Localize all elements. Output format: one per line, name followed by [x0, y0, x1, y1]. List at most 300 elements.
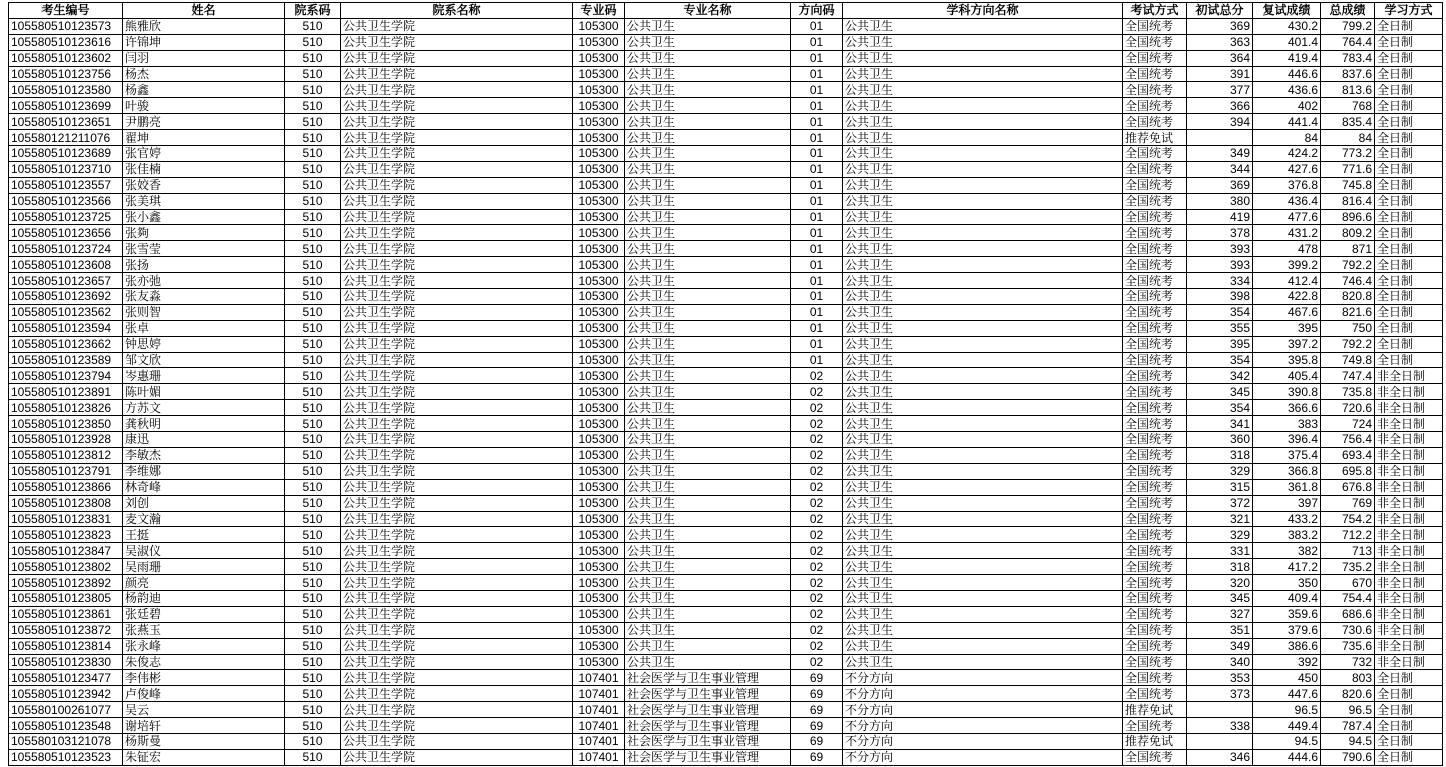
cell-major-code[interactable]: 105300 [573, 606, 625, 622]
cell-major-code[interactable]: 105300 [573, 559, 625, 575]
cell-dept-name[interactable]: 公共卫生学院 [341, 98, 573, 114]
cell-major-code[interactable]: 105300 [573, 416, 625, 432]
cell-exam-type[interactable]: 全国统考 [1123, 50, 1187, 66]
cell-direction-code[interactable]: 01 [791, 209, 843, 225]
cell-study-mode[interactable]: 全日制 [1375, 749, 1443, 765]
cell-major-code[interactable]: 105300 [573, 654, 625, 670]
cell-direction-name[interactable]: 公共卫生 [843, 241, 1123, 257]
table-row[interactable] [9, 432, 1443, 448]
table-row[interactable] [9, 479, 1443, 495]
cell-study-mode[interactable]: 全日制 [1375, 82, 1443, 98]
cell-retest-score[interactable]: 379.6 [1253, 622, 1321, 638]
cell-exam-type[interactable]: 全国统考 [1123, 416, 1187, 432]
cell-dept-code[interactable]: 510 [285, 257, 341, 273]
cell-name[interactable]: 邹文欣 [123, 352, 285, 368]
cell-study-mode[interactable]: 全日制 [1375, 193, 1443, 209]
cell-dept-name[interactable]: 公共卫生学院 [341, 50, 573, 66]
cell-initial-score[interactable] [1187, 702, 1253, 718]
cell-initial-score[interactable]: 373 [1187, 686, 1253, 702]
cell-initial-score[interactable]: 327 [1187, 606, 1253, 622]
cell-dept-name[interactable]: 公共卫生学院 [341, 18, 573, 34]
cell-retest-score[interactable]: 390.8 [1253, 384, 1321, 400]
table-row[interactable] [9, 66, 1443, 82]
cell-study-mode[interactable]: 非全日制 [1375, 559, 1443, 575]
cell-major-name[interactable]: 公共卫生 [625, 606, 791, 622]
cell-direction-name[interactable]: 不分方向 [843, 718, 1123, 734]
header-direction-name[interactable]: 学科方向名称 [843, 3, 1123, 19]
cell-candidate-id[interactable]: 105580121211076 [9, 130, 123, 146]
cell-dept-code[interactable]: 510 [285, 368, 341, 384]
table-row[interactable] [9, 193, 1443, 209]
cell-dept-name[interactable]: 公共卫生学院 [341, 225, 573, 241]
cell-study-mode[interactable]: 非全日制 [1375, 622, 1443, 638]
cell-retest-score[interactable]: 450 [1253, 670, 1321, 686]
cell-direction-name[interactable]: 公共卫生 [843, 654, 1123, 670]
cell-total-score[interactable]: 735.6 [1321, 638, 1375, 654]
cell-dept-name[interactable]: 公共卫生学院 [341, 749, 573, 765]
table-row[interactable] [9, 654, 1443, 670]
cell-total-score[interactable]: 871 [1321, 241, 1375, 257]
cell-exam-type[interactable]: 全国统考 [1123, 114, 1187, 130]
cell-major-name[interactable]: 公共卫生 [625, 511, 791, 527]
cell-direction-name[interactable]: 公共卫生 [843, 114, 1123, 130]
cell-name[interactable]: 张佳楠 [123, 161, 285, 177]
cell-exam-type[interactable]: 全国统考 [1123, 479, 1187, 495]
cell-direction-code[interactable]: 01 [791, 273, 843, 289]
cell-candidate-id[interactable]: 105580510123814 [9, 638, 123, 654]
cell-retest-score[interactable]: 396.4 [1253, 432, 1321, 448]
cell-total-score[interactable]: 803 [1321, 670, 1375, 686]
table-row[interactable] [9, 82, 1443, 98]
cell-direction-name[interactable]: 公共卫生 [843, 622, 1123, 638]
cell-major-code[interactable]: 107401 [573, 702, 625, 718]
cell-candidate-id[interactable]: 105580510123756 [9, 66, 123, 82]
cell-direction-name[interactable]: 公共卫生 [843, 352, 1123, 368]
cell-major-name[interactable]: 公共卫生 [625, 416, 791, 432]
cell-major-code[interactable]: 105300 [573, 34, 625, 50]
cell-initial-score[interactable]: 331 [1187, 543, 1253, 559]
cell-major-name[interactable]: 公共卫生 [625, 177, 791, 193]
cell-dept-name[interactable]: 公共卫生学院 [341, 416, 573, 432]
cell-initial-score[interactable]: 355 [1187, 320, 1253, 336]
cell-exam-type[interactable]: 全国统考 [1123, 368, 1187, 384]
cell-name[interactable]: 张美琪 [123, 193, 285, 209]
table-row[interactable] [9, 400, 1443, 416]
cell-direction-code[interactable]: 01 [791, 130, 843, 146]
cell-total-score[interactable]: 693.4 [1321, 447, 1375, 463]
cell-study-mode[interactable]: 全日制 [1375, 50, 1443, 66]
cell-total-score[interactable]: 746.4 [1321, 273, 1375, 289]
cell-initial-score[interactable]: 344 [1187, 161, 1253, 177]
cell-direction-name[interactable]: 公共卫生 [843, 416, 1123, 432]
cell-major-code[interactable]: 107401 [573, 686, 625, 702]
cell-direction-code[interactable]: 01 [791, 161, 843, 177]
cell-initial-score[interactable]: 351 [1187, 622, 1253, 638]
cell-major-code[interactable]: 105300 [573, 463, 625, 479]
cell-initial-score[interactable]: 393 [1187, 241, 1253, 257]
cell-total-score[interactable]: 670 [1321, 575, 1375, 591]
cell-direction-name[interactable]: 公共卫生 [843, 638, 1123, 654]
cell-dept-code[interactable]: 510 [285, 590, 341, 606]
cell-candidate-id[interactable]: 105580100261077 [9, 702, 123, 718]
cell-study-mode[interactable]: 全日制 [1375, 257, 1443, 273]
cell-dept-code[interactable]: 510 [285, 146, 341, 162]
cell-exam-type[interactable]: 全国统考 [1123, 432, 1187, 448]
cell-major-code[interactable]: 105300 [573, 289, 625, 305]
cell-direction-code[interactable]: 01 [791, 114, 843, 130]
cell-name[interactable]: 张亦弛 [123, 273, 285, 289]
header-candidate-id[interactable]: 考生编号 [9, 3, 123, 19]
cell-name[interactable]: 张夠 [123, 225, 285, 241]
cell-study-mode[interactable]: 全日制 [1375, 209, 1443, 225]
cell-exam-type[interactable]: 推荐免试 [1123, 130, 1187, 146]
cell-major-code[interactable]: 105300 [573, 622, 625, 638]
cell-initial-score[interactable]: 366 [1187, 98, 1253, 114]
cell-dept-name[interactable]: 公共卫生学院 [341, 622, 573, 638]
cell-name[interactable]: 吴淑仪 [123, 543, 285, 559]
cell-dept-code[interactable]: 510 [285, 289, 341, 305]
cell-name[interactable]: 翟坤 [123, 130, 285, 146]
table-row[interactable] [9, 304, 1443, 320]
cell-major-name[interactable]: 公共卫生 [625, 654, 791, 670]
cell-name[interactable]: 康迅 [123, 432, 285, 448]
cell-initial-score[interactable]: 369 [1187, 18, 1253, 34]
cell-dept-code[interactable]: 510 [285, 352, 341, 368]
cell-study-mode[interactable]: 全日制 [1375, 66, 1443, 82]
cell-direction-name[interactable]: 公共卫生 [843, 257, 1123, 273]
cell-dept-name[interactable]: 公共卫生学院 [341, 161, 573, 177]
cell-candidate-id[interactable]: 105580510123566 [9, 193, 123, 209]
cell-dept-code[interactable]: 510 [285, 273, 341, 289]
cell-major-code[interactable]: 105300 [573, 575, 625, 591]
cell-initial-score[interactable]: 342 [1187, 368, 1253, 384]
cell-retest-score[interactable]: 359.6 [1253, 606, 1321, 622]
cell-candidate-id[interactable]: 105580510123942 [9, 686, 123, 702]
cell-major-name[interactable]: 公共卫生 [625, 400, 791, 416]
cell-retest-score[interactable]: 399.2 [1253, 257, 1321, 273]
cell-total-score[interactable]: 686.6 [1321, 606, 1375, 622]
cell-direction-name[interactable]: 不分方向 [843, 749, 1123, 765]
cell-direction-code[interactable]: 01 [791, 34, 843, 50]
cell-total-score[interactable]: 713 [1321, 543, 1375, 559]
cell-retest-score[interactable]: 375.4 [1253, 447, 1321, 463]
cell-candidate-id[interactable]: 105580510123847 [9, 543, 123, 559]
cell-study-mode[interactable]: 全日制 [1375, 241, 1443, 257]
cell-study-mode[interactable]: 非全日制 [1375, 606, 1443, 622]
cell-candidate-id[interactable]: 105580510123850 [9, 416, 123, 432]
table-row[interactable] [9, 590, 1443, 606]
table-row[interactable] [9, 368, 1443, 384]
cell-initial-score[interactable] [1187, 733, 1253, 749]
cell-major-code[interactable]: 105300 [573, 447, 625, 463]
cell-major-name[interactable]: 公共卫生 [625, 575, 791, 591]
cell-major-code[interactable]: 105300 [573, 479, 625, 495]
cell-initial-score[interactable]: 391 [1187, 66, 1253, 82]
cell-initial-score[interactable]: 360 [1187, 432, 1253, 448]
cell-study-mode[interactable]: 全日制 [1375, 18, 1443, 34]
cell-dept-name[interactable]: 公共卫生学院 [341, 114, 573, 130]
cell-name[interactable]: 陈叶媚 [123, 384, 285, 400]
cell-dept-code[interactable]: 510 [285, 686, 341, 702]
cell-retest-score[interactable]: 431.2 [1253, 225, 1321, 241]
cell-dept-name[interactable]: 公共卫生学院 [341, 273, 573, 289]
cell-major-code[interactable]: 105300 [573, 209, 625, 225]
cell-direction-code[interactable]: 01 [791, 352, 843, 368]
cell-total-score[interactable]: 724 [1321, 416, 1375, 432]
cell-study-mode[interactable]: 全日制 [1375, 34, 1443, 50]
cell-name[interactable]: 岑惠珊 [123, 368, 285, 384]
cell-retest-score[interactable]: 412.4 [1253, 273, 1321, 289]
cell-candidate-id[interactable]: 105580510123891 [9, 384, 123, 400]
cell-candidate-id[interactable]: 105580510123602 [9, 50, 123, 66]
cell-study-mode[interactable]: 非全日制 [1375, 479, 1443, 495]
cell-total-score[interactable]: 712.2 [1321, 527, 1375, 543]
cell-candidate-id[interactable]: 105580510123831 [9, 511, 123, 527]
cell-major-name[interactable]: 公共卫生 [625, 320, 791, 336]
cell-major-code[interactable]: 105300 [573, 114, 625, 130]
cell-dept-code[interactable]: 510 [285, 718, 341, 734]
cell-major-name[interactable]: 公共卫生 [625, 82, 791, 98]
cell-candidate-id[interactable]: 105580510123872 [9, 622, 123, 638]
cell-major-name[interactable]: 公共卫生 [625, 304, 791, 320]
cell-direction-name[interactable]: 公共卫生 [843, 479, 1123, 495]
table-row[interactable] [9, 225, 1443, 241]
cell-initial-score[interactable]: 372 [1187, 495, 1253, 511]
cell-dept-code[interactable]: 510 [285, 749, 341, 765]
cell-candidate-id[interactable]: 105580103121078 [9, 733, 123, 749]
cell-direction-name[interactable]: 公共卫生 [843, 447, 1123, 463]
cell-direction-name[interactable]: 公共卫生 [843, 495, 1123, 511]
cell-dept-code[interactable]: 510 [285, 66, 341, 82]
cell-initial-score[interactable]: 329 [1187, 527, 1253, 543]
cell-candidate-id[interactable]: 105580510123608 [9, 257, 123, 273]
cell-exam-type[interactable]: 全国统考 [1123, 495, 1187, 511]
cell-study-mode[interactable]: 全日制 [1375, 177, 1443, 193]
cell-study-mode[interactable]: 非全日制 [1375, 463, 1443, 479]
table-row[interactable] [9, 606, 1443, 622]
cell-dept-code[interactable]: 510 [285, 575, 341, 591]
cell-dept-name[interactable]: 公共卫生学院 [341, 66, 573, 82]
cell-total-score[interactable]: 750 [1321, 320, 1375, 336]
cell-retest-score[interactable]: 430.2 [1253, 18, 1321, 34]
cell-study-mode[interactable]: 非全日制 [1375, 384, 1443, 400]
cell-exam-type[interactable]: 全国统考 [1123, 384, 1187, 400]
cell-study-mode[interactable]: 非全日制 [1375, 511, 1443, 527]
cell-major-code[interactable]: 105300 [573, 384, 625, 400]
table-row[interactable] [9, 320, 1443, 336]
cell-major-name[interactable]: 公共卫生 [625, 479, 791, 495]
cell-retest-score[interactable]: 477.6 [1253, 209, 1321, 225]
cell-dept-name[interactable]: 公共卫生学院 [341, 638, 573, 654]
cell-retest-score[interactable]: 366.8 [1253, 463, 1321, 479]
cell-direction-name[interactable]: 公共卫生 [843, 320, 1123, 336]
cell-major-code[interactable]: 105300 [573, 590, 625, 606]
cell-major-code[interactable]: 105300 [573, 273, 625, 289]
cell-initial-score[interactable]: 329 [1187, 463, 1253, 479]
cell-major-name[interactable]: 社会医学与卫生事业管理 [625, 670, 791, 686]
cell-direction-name[interactable]: 不分方向 [843, 686, 1123, 702]
cell-initial-score[interactable]: 353 [1187, 670, 1253, 686]
table-row[interactable] [9, 511, 1443, 527]
cell-exam-type[interactable]: 全国统考 [1123, 98, 1187, 114]
cell-study-mode[interactable]: 非全日制 [1375, 416, 1443, 432]
cell-retest-score[interactable]: 383 [1253, 416, 1321, 432]
cell-total-score[interactable]: 773.2 [1321, 146, 1375, 162]
cell-exam-type[interactable]: 全国统考 [1123, 146, 1187, 162]
cell-name[interactable]: 杨杰 [123, 66, 285, 82]
cell-dept-code[interactable]: 510 [285, 50, 341, 66]
cell-major-code[interactable]: 105300 [573, 82, 625, 98]
cell-direction-name[interactable]: 公共卫生 [843, 432, 1123, 448]
cell-retest-score[interactable]: 383.2 [1253, 527, 1321, 543]
cell-dept-name[interactable]: 公共卫生学院 [341, 479, 573, 495]
cell-direction-name[interactable]: 公共卫生 [843, 50, 1123, 66]
cell-name[interactable]: 方苏文 [123, 400, 285, 416]
cell-direction-code[interactable]: 01 [791, 304, 843, 320]
cell-candidate-id[interactable]: 105580510123710 [9, 161, 123, 177]
cell-direction-code[interactable]: 01 [791, 225, 843, 241]
cell-direction-code[interactable]: 02 [791, 368, 843, 384]
cell-direction-name[interactable]: 公共卫生 [843, 193, 1123, 209]
cell-dept-code[interactable]: 510 [285, 225, 341, 241]
cell-name[interactable]: 卢俊峰 [123, 686, 285, 702]
cell-major-name[interactable]: 公共卫生 [625, 368, 791, 384]
cell-exam-type[interactable]: 全国统考 [1123, 686, 1187, 702]
cell-name[interactable]: 杨韵迪 [123, 590, 285, 606]
cell-name[interactable]: 李敏杰 [123, 447, 285, 463]
cell-dept-code[interactable]: 510 [285, 622, 341, 638]
cell-name[interactable]: 张官婷 [123, 146, 285, 162]
header-dept-name[interactable]: 院系名称 [341, 3, 573, 19]
cell-retest-score[interactable]: 446.6 [1253, 66, 1321, 82]
cell-candidate-id[interactable]: 105580510123826 [9, 400, 123, 416]
cell-candidate-id[interactable]: 105580510123791 [9, 463, 123, 479]
cell-dept-code[interactable]: 510 [285, 606, 341, 622]
cell-direction-name[interactable]: 公共卫生 [843, 289, 1123, 305]
cell-exam-type[interactable]: 全国统考 [1123, 527, 1187, 543]
cell-name[interactable]: 刘创 [123, 495, 285, 511]
cell-dept-code[interactable]: 510 [285, 304, 341, 320]
table-row[interactable] [9, 495, 1443, 511]
cell-major-name[interactable]: 公共卫生 [625, 193, 791, 209]
cell-direction-name[interactable]: 公共卫生 [843, 511, 1123, 527]
cell-major-code[interactable]: 105300 [573, 352, 625, 368]
cell-major-code[interactable]: 105300 [573, 241, 625, 257]
cell-direction-name[interactable]: 不分方向 [843, 670, 1123, 686]
cell-major-name[interactable]: 公共卫生 [625, 130, 791, 146]
cell-direction-name[interactable]: 公共卫生 [843, 590, 1123, 606]
table-row[interactable] [9, 702, 1443, 718]
cell-total-score[interactable]: 787.4 [1321, 718, 1375, 734]
header-major-code[interactable]: 专业码 [573, 3, 625, 19]
cell-dept-code[interactable]: 510 [285, 543, 341, 559]
cell-initial-score[interactable]: 354 [1187, 304, 1253, 320]
cell-exam-type[interactable]: 全国统考 [1123, 34, 1187, 50]
header-dept-code[interactable]: 院系码 [285, 3, 341, 19]
cell-major-name[interactable]: 社会医学与卫生事业管理 [625, 733, 791, 749]
cell-total-score[interactable]: 768 [1321, 98, 1375, 114]
cell-major-name[interactable]: 公共卫生 [625, 161, 791, 177]
cell-retest-score[interactable]: 419.4 [1253, 50, 1321, 66]
cell-retest-score[interactable]: 422.8 [1253, 289, 1321, 305]
cell-major-code[interactable]: 105300 [573, 257, 625, 273]
cell-direction-name[interactable]: 不分方向 [843, 702, 1123, 718]
cell-name[interactable]: 钟思婷 [123, 336, 285, 352]
cell-exam-type[interactable]: 全国统考 [1123, 352, 1187, 368]
cell-exam-type[interactable]: 全国统考 [1123, 177, 1187, 193]
cell-major-name[interactable]: 公共卫生 [625, 289, 791, 305]
cell-total-score[interactable]: 695.8 [1321, 463, 1375, 479]
cell-exam-type[interactable]: 全国统考 [1123, 447, 1187, 463]
cell-retest-score[interactable]: 467.6 [1253, 304, 1321, 320]
cell-study-mode[interactable]: 非全日制 [1375, 575, 1443, 591]
cell-dept-name[interactable]: 公共卫生学院 [341, 463, 573, 479]
cell-initial-score[interactable]: 369 [1187, 177, 1253, 193]
cell-name[interactable]: 张燕玉 [123, 622, 285, 638]
cell-direction-code[interactable]: 02 [791, 575, 843, 591]
cell-dept-code[interactable]: 510 [285, 34, 341, 50]
cell-dept-name[interactable]: 公共卫生学院 [341, 432, 573, 448]
cell-major-code[interactable]: 105300 [573, 98, 625, 114]
cell-direction-name[interactable]: 公共卫生 [843, 559, 1123, 575]
cell-major-code[interactable]: 107401 [573, 718, 625, 734]
cell-candidate-id[interactable]: 105580510123699 [9, 98, 123, 114]
cell-direction-code[interactable]: 02 [791, 654, 843, 670]
cell-exam-type[interactable]: 全国统考 [1123, 336, 1187, 352]
cell-name[interactable]: 颜亮 [123, 575, 285, 591]
cell-major-code[interactable]: 105300 [573, 177, 625, 193]
cell-retest-score[interactable]: 94.5 [1253, 733, 1321, 749]
cell-major-name[interactable]: 公共卫生 [625, 257, 791, 273]
cell-direction-code[interactable]: 02 [791, 384, 843, 400]
cell-name[interactable]: 张小鑫 [123, 209, 285, 225]
cell-initial-score[interactable]: 340 [1187, 654, 1253, 670]
table-row[interactable] [9, 336, 1443, 352]
cell-major-name[interactable]: 公共卫生 [625, 527, 791, 543]
cell-direction-name[interactable]: 公共卫生 [843, 130, 1123, 146]
cell-retest-score[interactable]: 397 [1253, 495, 1321, 511]
cell-direction-name[interactable]: 公共卫生 [843, 273, 1123, 289]
cell-major-name[interactable]: 公共卫生 [625, 638, 791, 654]
cell-initial-score[interactable]: 315 [1187, 479, 1253, 495]
cell-candidate-id[interactable]: 105580510123805 [9, 590, 123, 606]
cell-dept-code[interactable]: 510 [285, 447, 341, 463]
cell-dept-name[interactable]: 公共卫生学院 [341, 686, 573, 702]
cell-study-mode[interactable]: 全日制 [1375, 686, 1443, 702]
cell-name[interactable]: 麦文瀚 [123, 511, 285, 527]
cell-retest-score[interactable]: 478 [1253, 241, 1321, 257]
cell-total-score[interactable]: 799.2 [1321, 18, 1375, 34]
cell-retest-score[interactable]: 436.4 [1253, 193, 1321, 209]
cell-study-mode[interactable]: 非全日制 [1375, 638, 1443, 654]
cell-name[interactable]: 尹鹏亮 [123, 114, 285, 130]
cell-total-score[interactable]: 754.4 [1321, 590, 1375, 606]
cell-direction-code[interactable]: 02 [791, 400, 843, 416]
cell-total-score[interactable]: 735.2 [1321, 559, 1375, 575]
cell-retest-score[interactable]: 376.8 [1253, 177, 1321, 193]
cell-candidate-id[interactable]: 105580510123689 [9, 146, 123, 162]
cell-candidate-id[interactable]: 105580510123656 [9, 225, 123, 241]
table-row[interactable] [9, 749, 1443, 765]
cell-dept-name[interactable]: 公共卫生学院 [341, 733, 573, 749]
cell-retest-score[interactable]: 447.6 [1253, 686, 1321, 702]
cell-exam-type[interactable]: 全国统考 [1123, 590, 1187, 606]
cell-direction-name[interactable]: 不分方向 [843, 733, 1123, 749]
cell-study-mode[interactable]: 非全日制 [1375, 447, 1443, 463]
cell-dept-name[interactable]: 公共卫生学院 [341, 447, 573, 463]
table-row[interactable] [9, 622, 1443, 638]
cell-dept-code[interactable]: 510 [285, 479, 341, 495]
